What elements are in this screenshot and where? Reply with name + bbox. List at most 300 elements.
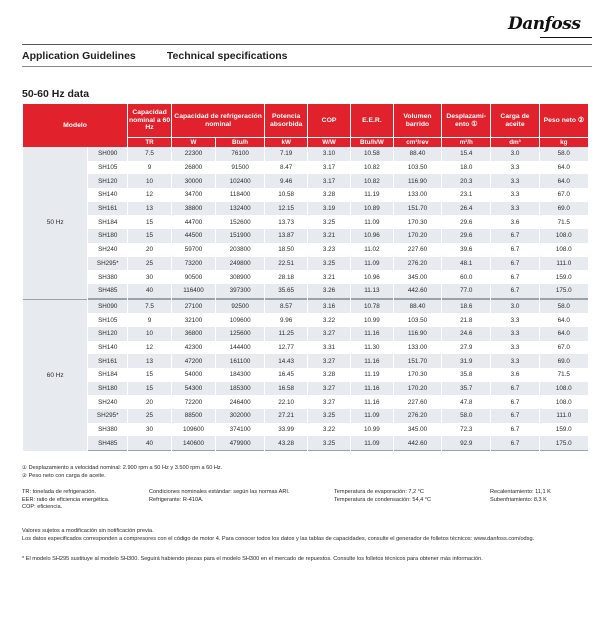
cell-capacity-w: 44700 [172, 215, 215, 229]
cell-model: SH161 [88, 354, 127, 368]
cell-power-kw: 18.50 [265, 243, 307, 257]
col-header-model: Modelo [23, 104, 127, 147]
cell-oil-charge: 6.7 [491, 270, 538, 284]
cell-oil-charge: 3.3 [491, 354, 538, 368]
cell-oil-charge: 3.3 [491, 202, 538, 216]
header-divider [22, 66, 592, 67]
cell-power-kw: 22.10 [265, 395, 307, 409]
cell-net-weight: 71.5 [540, 368, 588, 382]
cell-cop: 3.22 [308, 423, 350, 437]
cell-power-kw: 43.28 [265, 436, 307, 451]
col-header-eer: E.E.R. [351, 104, 393, 137]
cell-capacity-w: 72200 [172, 395, 215, 409]
cell-eer: 11.09 [351, 215, 393, 229]
unit-kw: kW [265, 137, 307, 147]
cell-swept-volume: 276.20 [394, 409, 441, 423]
cell-net-weight: 69.0 [540, 202, 588, 216]
cell-oil-charge: 6.7 [491, 409, 538, 423]
cell-capacity-btuh: 161100 [216, 354, 264, 368]
cell-capacity-w: 30000 [172, 174, 215, 188]
cell-capacity-btuh: 102400 [216, 174, 264, 188]
disclaimer-block [22, 528, 587, 543]
header-row [23, 104, 588, 137]
subcooling: Subenfriamiento: 8,3 K [490, 496, 547, 503]
table-row [23, 215, 588, 229]
cell-cop: 3.27 [308, 327, 350, 341]
cell-oil-charge: 3.6 [491, 368, 538, 382]
cell-cop: 3.25 [308, 215, 350, 229]
cell-oil-charge: 3.6 [491, 215, 538, 229]
cell-model: SH295* [88, 257, 127, 271]
cell-power-kw: 8.57 [265, 299, 307, 314]
conditions-column [149, 489, 290, 504]
footnote-net-weight: ② Peso neto con carga de aceite. [22, 472, 106, 479]
cell-displacement: 26.4 [442, 202, 490, 216]
cell-capacity-w: 73200 [172, 257, 215, 271]
cell-cop: 3.23 [308, 243, 350, 257]
cell-power-kw: 33.99 [265, 423, 307, 437]
cell-net-weight: 108.0 [540, 395, 588, 409]
cell-oil-charge: 6.7 [491, 229, 538, 243]
cell-power-kw: 13.87 [265, 229, 307, 243]
col-header-nominal-capacity: Capacidad nominal a 60 Hz [128, 104, 171, 137]
top-divider [22, 44, 592, 45]
cell-capacity-w: 42300 [172, 341, 215, 355]
cell-nominal-capacity-tr: 25 [128, 409, 171, 423]
cell-oil-charge: 6.7 [491, 257, 538, 271]
cell-displacement: 35.7 [442, 382, 490, 396]
cell-capacity-w: 47200 [172, 354, 215, 368]
cell-capacity-btuh: 397300 [216, 284, 264, 299]
cell-power-kw: 10.58 [265, 188, 307, 202]
definitions-column [22, 489, 109, 512]
cell-swept-volume: 345.00 [394, 270, 441, 284]
cell-model: SH295* [88, 409, 127, 423]
cell-nominal-capacity-tr: 15 [128, 382, 171, 396]
cell-power-kw: 8.47 [265, 161, 307, 175]
cell-model: SH485 [88, 284, 127, 299]
table-row [23, 382, 588, 396]
cell-capacity-w: 38800 [172, 202, 215, 216]
cell-capacity-btuh: 246400 [216, 395, 264, 409]
cell-displacement: 60.0 [442, 270, 490, 284]
cell-displacement: 15.4 [442, 147, 490, 161]
cell-cop: 3.16 [308, 299, 350, 314]
table-row [23, 174, 588, 188]
cell-nominal-capacity-tr: 15 [128, 215, 171, 229]
cell-swept-volume: 227.60 [394, 395, 441, 409]
cell-power-kw: 35.65 [265, 284, 307, 299]
cell-oil-charge: 6.7 [491, 423, 538, 437]
cell-capacity-btuh: 109600 [216, 313, 264, 327]
cell-swept-volume: 103.50 [394, 161, 441, 175]
table-row [23, 368, 588, 382]
cell-cop: 3.17 [308, 161, 350, 175]
cell-displacement: 29.6 [442, 229, 490, 243]
cell-cop: 3.21 [308, 270, 350, 284]
cell-capacity-btuh: 249800 [216, 257, 264, 271]
cell-eer: 11.16 [351, 382, 393, 396]
cell-net-weight: 58.0 [540, 147, 588, 161]
cell-displacement: 77.0 [442, 284, 490, 299]
cell-capacity-w: 109600 [172, 423, 215, 437]
cell-swept-volume: 170.30 [394, 368, 441, 382]
cell-net-weight: 175.0 [540, 436, 588, 451]
danfoss-logo: Danfoss [508, 14, 581, 34]
cell-displacement: 18.0 [442, 161, 490, 175]
table-row [23, 299, 588, 314]
col-header-displacement: Desplazami-ento ① [442, 104, 490, 137]
cell-capacity-btuh: 152600 [216, 215, 264, 229]
cell-nominal-capacity-tr: 40 [128, 284, 171, 299]
cell-capacity-btuh: 76100 [216, 147, 264, 161]
cell-net-weight: 64.0 [540, 161, 588, 175]
cell-model: SH380 [88, 423, 127, 437]
cell-nominal-capacity-tr: 9 [128, 313, 171, 327]
unit-btuh: Btu/h [216, 137, 264, 147]
cell-model: SH105 [88, 313, 127, 327]
unit-tr: TR [128, 137, 171, 147]
cell-oil-charge: 6.7 [491, 395, 538, 409]
cell-swept-volume: 345.00 [394, 423, 441, 437]
cell-model: SH105 [88, 161, 127, 175]
table-row [23, 270, 588, 284]
superheat: Recalentamiento: 11,1 K [490, 489, 551, 495]
cell-nominal-capacity-tr: 30 [128, 423, 171, 437]
cell-capacity-btuh: 132400 [216, 202, 264, 216]
cell-eer: 11.30 [351, 341, 393, 355]
cell-capacity-btuh: 185300 [216, 382, 264, 396]
cell-net-weight: 108.0 [540, 382, 588, 396]
cell-capacity-w: 22300 [172, 147, 215, 161]
cell-eer: 10.99 [351, 313, 393, 327]
cell-net-weight: 64.0 [540, 313, 588, 327]
cell-capacity-w: 44500 [172, 229, 215, 243]
cell-net-weight: 108.0 [540, 229, 588, 243]
cell-capacity-w: 140600 [172, 436, 215, 451]
cell-displacement: 39.6 [442, 243, 490, 257]
cell-nominal-capacity-tr: 13 [128, 202, 171, 216]
cell-eer: 10.89 [351, 202, 393, 216]
cell-cop: 3.10 [308, 147, 350, 161]
table-row [23, 313, 588, 327]
heat-column [490, 489, 551, 504]
footnote-displacement: ① Desplazamiento a velocidad nominal: 2.900 rpm a 50 Hz y 3.500 rpm a 60 Hz. [22, 465, 223, 471]
cell-net-weight: 175.0 [540, 284, 588, 299]
cell-eer: 11.19 [351, 188, 393, 202]
cell-nominal-capacity-tr: 20 [128, 395, 171, 409]
cell-cop: 3.28 [308, 188, 350, 202]
spec-table [22, 104, 589, 451]
cell-capacity-w: 90500 [172, 270, 215, 284]
cell-capacity-btuh: 151900 [216, 229, 264, 243]
cell-capacity-btuh: 144400 [216, 341, 264, 355]
footnotes-numbered [22, 465, 222, 480]
cell-power-kw: 11.25 [265, 327, 307, 341]
condition-standard: Condiciones nominales estándar: según las normas ARI. [149, 489, 290, 495]
cell-net-weight: 64.0 [540, 327, 588, 341]
cell-swept-volume: 227.60 [394, 243, 441, 257]
cell-cop: 3.27 [308, 395, 350, 409]
logo-underline [540, 37, 592, 38]
cell-capacity-w: 32100 [172, 313, 215, 327]
cell-nominal-capacity-tr: 25 [128, 257, 171, 271]
cell-net-weight: 64.0 [540, 174, 588, 188]
cell-oil-charge: 6.7 [491, 382, 538, 396]
cell-cop: 3.26 [308, 284, 350, 299]
cell-swept-volume: 88.40 [394, 299, 441, 314]
cell-oil-charge: 3.3 [491, 341, 538, 355]
cell-nominal-capacity-tr: 13 [128, 354, 171, 368]
cell-capacity-btuh: 118400 [216, 188, 264, 202]
cell-swept-volume: 151.70 [394, 354, 441, 368]
cell-cop: 3.17 [308, 174, 350, 188]
cell-capacity-btuh: 308900 [216, 270, 264, 284]
cell-power-kw: 12.77 [265, 341, 307, 355]
cell-power-kw: 12.15 [265, 202, 307, 216]
cell-nominal-capacity-tr: 12 [128, 188, 171, 202]
cell-nominal-capacity-tr: 40 [128, 436, 171, 451]
cell-nominal-capacity-tr: 9 [128, 161, 171, 175]
cell-model: SH485 [88, 436, 127, 451]
cell-power-kw: 28.18 [265, 270, 307, 284]
cell-eer: 10.96 [351, 229, 393, 243]
cell-net-weight: 71.5 [540, 215, 588, 229]
cell-nominal-capacity-tr: 30 [128, 270, 171, 284]
cell-model: SH120 [88, 174, 127, 188]
cell-cop: 3.21 [308, 229, 350, 243]
table-row [23, 395, 588, 409]
table-row [23, 229, 588, 243]
cell-nominal-capacity-tr: 7.5 [128, 147, 171, 161]
cell-capacity-w: 36800 [172, 327, 215, 341]
cell-cop: 3.27 [308, 382, 350, 396]
unit-btuhw: Btu/h/W [351, 137, 393, 147]
cell-nominal-capacity-tr: 12 [128, 341, 171, 355]
cell-oil-charge: 3.0 [491, 147, 538, 161]
cell-eer: 11.16 [351, 354, 393, 368]
col-header-cop: COP [308, 104, 350, 137]
cell-displacement: 35.8 [442, 368, 490, 382]
cell-oil-charge: 3.3 [491, 188, 538, 202]
cell-swept-volume: 442.60 [394, 436, 441, 451]
cell-model: SH240 [88, 395, 127, 409]
cell-capacity-w: 88500 [172, 409, 215, 423]
col-header-net-weight: Peso neto ② [540, 104, 588, 137]
cell-oil-charge: 3.3 [491, 161, 538, 175]
cell-capacity-w: 26800 [172, 161, 215, 175]
table-row [23, 202, 588, 216]
cell-power-kw: 22.51 [265, 257, 307, 271]
cell-capacity-btuh: 125600 [216, 327, 264, 341]
cell-model: SH140 [88, 341, 127, 355]
cell-swept-volume: 88.40 [394, 147, 441, 161]
cell-displacement: 48.1 [442, 257, 490, 271]
cell-nominal-capacity-tr: 20 [128, 243, 171, 257]
cell-displacement: 31.9 [442, 354, 490, 368]
cell-capacity-w: 27100 [172, 299, 215, 314]
cell-power-kw: 16.58 [265, 382, 307, 396]
cell-net-weight: 58.0 [540, 299, 588, 314]
cell-swept-volume: 103.50 [394, 313, 441, 327]
table-row [23, 188, 588, 202]
cell-eer: 11.19 [351, 368, 393, 382]
table-row [23, 327, 588, 341]
cell-swept-volume: 442.60 [394, 284, 441, 299]
cell-eer: 10.58 [351, 147, 393, 161]
cell-cop: 3.27 [308, 354, 350, 368]
cell-power-kw: 27.21 [265, 409, 307, 423]
cell-swept-volume: 133.00 [394, 341, 441, 355]
cell-swept-volume: 116.90 [394, 327, 441, 341]
cell-nominal-capacity-tr: 15 [128, 229, 171, 243]
cell-capacity-w: 54000 [172, 368, 215, 382]
cell-capacity-btuh: 92500 [216, 299, 264, 314]
cell-swept-volume: 151.70 [394, 202, 441, 216]
cell-cop: 3.22 [308, 313, 350, 327]
table-row [23, 161, 588, 175]
cell-displacement: 92.9 [442, 436, 490, 451]
cell-nominal-capacity-tr: 7.5 [128, 299, 171, 314]
cell-capacity-w: 34700 [172, 188, 215, 202]
cell-capacity-btuh: 91500 [216, 161, 264, 175]
cell-net-weight: 67.0 [540, 341, 588, 355]
table-row [23, 436, 588, 451]
table-row [23, 284, 588, 299]
table-row [23, 257, 588, 271]
cell-model: SH380 [88, 270, 127, 284]
cell-oil-charge: 6.7 [491, 243, 538, 257]
cell-oil-charge: 3.0 [491, 299, 538, 314]
cell-model: SH120 [88, 327, 127, 341]
cell-model: SH161 [88, 202, 127, 216]
cell-power-kw: 14.43 [265, 354, 307, 368]
col-header-refrigeration-capacity: Capacidad de refrigeración nominal [172, 104, 264, 137]
cell-power-kw: 9.96 [265, 313, 307, 327]
temp-condensation: Temperatura de condensación: 54,4 °C [334, 496, 432, 503]
header-technical-specifications: Technical specifications [166, 50, 288, 62]
cell-oil-charge: 6.7 [491, 436, 538, 451]
condition-refrigerant: Refrigerante: R-410A. [149, 496, 204, 503]
cell-eer: 11.09 [351, 436, 393, 451]
cell-cop: 3.25 [308, 409, 350, 423]
unit-dm3: dm³ [491, 137, 538, 147]
cell-cop: 3.19 [308, 202, 350, 216]
cell-model: SH180 [88, 229, 127, 243]
cell-power-kw: 7.19 [265, 147, 307, 161]
cell-eer: 11.13 [351, 284, 393, 299]
cell-oil-charge: 6.7 [491, 284, 538, 299]
cell-net-weight: 111.0 [540, 409, 588, 423]
table-row [23, 354, 588, 368]
frequency-label: 60 Hz [23, 299, 87, 452]
table-row [23, 243, 588, 257]
cell-displacement: 18.6 [442, 299, 490, 314]
cell-swept-volume: 133.00 [394, 188, 441, 202]
cell-oil-charge: 3.3 [491, 174, 538, 188]
document-header [22, 50, 288, 62]
cell-capacity-btuh: 479900 [216, 436, 264, 451]
cell-displacement: 72.3 [442, 423, 490, 437]
cell-model: SH090 [88, 299, 127, 314]
cell-nominal-capacity-tr: 10 [128, 174, 171, 188]
cell-displacement: 20.3 [442, 174, 490, 188]
col-header-oil-charge: Carga de aceite [491, 104, 538, 137]
cell-eer: 10.99 [351, 423, 393, 437]
cell-net-weight: 69.0 [540, 354, 588, 368]
cell-eer: 10.82 [351, 161, 393, 175]
cell-swept-volume: 276.20 [394, 257, 441, 271]
cell-capacity-btuh: 203800 [216, 243, 264, 257]
cell-capacity-w: 116400 [172, 284, 215, 299]
cell-eer: 10.96 [351, 270, 393, 284]
table-row [23, 341, 588, 355]
section-title: 50-60 Hz data [22, 88, 90, 100]
cell-displacement: 24.6 [442, 327, 490, 341]
cell-power-kw: 16.45 [265, 368, 307, 382]
cell-displacement: 29.6 [442, 215, 490, 229]
cell-swept-volume: 170.20 [394, 382, 441, 396]
cell-oil-charge: 3.3 [491, 327, 538, 341]
header-application-guidelines: Application Guidelines [22, 50, 136, 62]
col-header-power-input: Potencia absorbida [265, 104, 307, 137]
frequency-label: 50 Hz [23, 147, 87, 299]
cell-model: SH184 [88, 368, 127, 382]
cell-cop: 3.25 [308, 436, 350, 451]
cell-eer: 11.09 [351, 409, 393, 423]
definition-eer: EER: ratio de eficiencia energética. [22, 496, 110, 503]
cell-capacity-btuh: 374100 [216, 423, 264, 437]
cell-displacement: 23.1 [442, 188, 490, 202]
cell-model: SH090 [88, 147, 127, 161]
cell-eer: 10.78 [351, 299, 393, 314]
cell-net-weight: 108.0 [540, 243, 588, 257]
cell-eer: 11.09 [351, 257, 393, 271]
asterisk-note: * El modelo SH295 sustituye al modelo SH300. Seguirá habiendo piezas para el modelo SH300 en el mercado de repuestos. Consulte los folletos técnicos para obtener más información. [22, 556, 483, 562]
definition-tr: TR: tonelada de refrigeración. [22, 489, 97, 495]
cell-eer: 11.16 [351, 327, 393, 341]
unit-m3h: m³/h [442, 137, 490, 147]
cell-net-weight: 67.0 [540, 188, 588, 202]
cell-swept-volume: 116.90 [394, 174, 441, 188]
cell-displacement: 58.0 [442, 409, 490, 423]
cell-model: SH184 [88, 215, 127, 229]
disclaimer-subject-to-change: Valores sujetos a modificación sin notificación previa. [22, 528, 154, 534]
definition-cop: COP: eficiencia. [22, 504, 63, 511]
cell-capacity-w: 59700 [172, 243, 215, 257]
cell-cop: 3.28 [308, 368, 350, 382]
cell-eer: 10.82 [351, 174, 393, 188]
cell-cop: 3.25 [308, 257, 350, 271]
cell-model: SH240 [88, 243, 127, 257]
unit-ww: W/W [308, 137, 350, 147]
cell-nominal-capacity-tr: 15 [128, 368, 171, 382]
col-header-swept-volume: Volumen barrido [394, 104, 441, 137]
cell-net-weight: 159.0 [540, 270, 588, 284]
cell-model: SH140 [88, 188, 127, 202]
table-row [23, 409, 588, 423]
temperatures-column [334, 489, 431, 504]
cell-power-kw: 9.46 [265, 174, 307, 188]
unit-cm3rev: cm³/rev [394, 137, 441, 147]
cell-displacement: 47.8 [442, 395, 490, 409]
cell-nominal-capacity-tr: 10 [128, 327, 171, 341]
unit-w: W [172, 137, 215, 147]
cell-cop: 3.31 [308, 341, 350, 355]
cell-swept-volume: 170.30 [394, 215, 441, 229]
cell-displacement: 27.9 [442, 341, 490, 355]
cell-net-weight: 159.0 [540, 423, 588, 437]
